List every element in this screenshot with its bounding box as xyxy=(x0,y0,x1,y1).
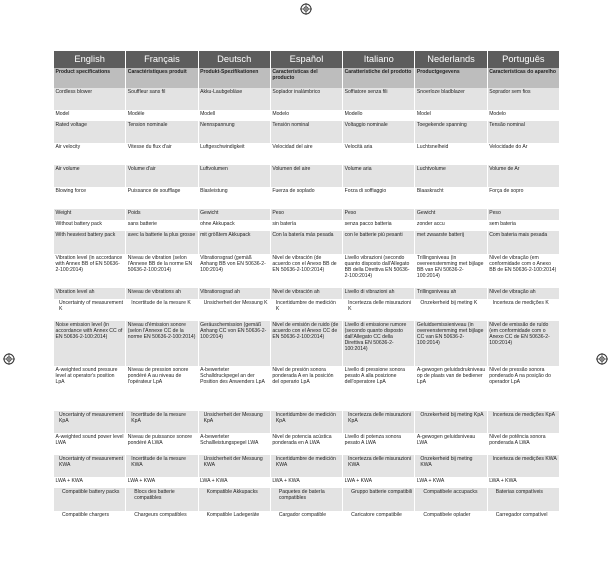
spec-cell: A-weighted sound pressure level at operator's position LpA xyxy=(54,366,125,411)
spec-cell: Weight xyxy=(54,209,125,220)
spec-cell: Volume d'air xyxy=(126,165,197,187)
spec-cell: LWA + KWA xyxy=(199,477,270,488)
spec-cell: A-bewerteter Schalldruckpegel an der Position des Anwenders LpA xyxy=(199,366,270,411)
spec-cell: Trillingsniveau ah xyxy=(415,288,486,299)
spec-cell: A-gewogen geluidsniveau LWA xyxy=(415,433,486,455)
spec-cell: Air velocity xyxy=(54,143,125,165)
spec-cell: Geräuschemission (gemäß Anhang CC von EN 50636-2-100:2014) xyxy=(199,321,270,366)
spec-cell: Toegekende spanning xyxy=(415,121,486,143)
spec-cell: Volume aria xyxy=(343,165,414,187)
spec-table-body xyxy=(54,68,559,533)
spec-cell: Chargeurs compatibles xyxy=(126,511,197,533)
spec-row xyxy=(54,187,559,209)
spec-cell: Com bateria mais pesada xyxy=(488,231,559,254)
spec-cell: Blocs des batterie compatibles xyxy=(126,488,197,511)
spec-cell: Poids xyxy=(126,209,197,220)
language-header-italiano: Italiano xyxy=(343,51,414,68)
spec-cell: Unsicherheit der Messung K xyxy=(199,299,270,321)
spec-cell: A-bewerteter Schallleistungspegel LWA xyxy=(199,433,270,455)
spec-cell: Carregador compatível xyxy=(488,511,559,533)
spec-row xyxy=(54,231,559,254)
spec-cell: Nível de emissão de ruído (em conformidade com o Anexo CC de EN 50636-2-100:2014) xyxy=(488,321,559,366)
spec-cell: LWA + KWA xyxy=(343,477,414,488)
spec-cell: Modello xyxy=(343,110,414,121)
spec-cell: Velocidade do Ar xyxy=(488,143,559,165)
spec-cell: Livello di vibrazioni ah xyxy=(343,288,414,299)
spec-cell: con le batterie più pesanti xyxy=(343,231,414,254)
spec-row xyxy=(54,488,559,511)
spec-row xyxy=(54,366,559,411)
spec-cell: Gewicht xyxy=(199,209,270,220)
spec-cell: Puissance de soufflage xyxy=(126,187,197,209)
spec-cell: Modèle xyxy=(126,110,197,121)
spec-row xyxy=(54,511,559,533)
spec-cell: Incertitude de la mesure KWA xyxy=(126,455,197,477)
spec-cell: LWA + KWA xyxy=(488,477,559,488)
spec-row xyxy=(54,455,559,477)
spec-row xyxy=(54,165,559,187)
spec-cell: Tensión nominal xyxy=(271,121,342,143)
spec-cell: Nivel de vibración (de acuerdo con el Anexo BB de EN 50636-2-100:2014) xyxy=(271,254,342,288)
spec-cell: Vitesse du flux d'air xyxy=(126,143,197,165)
spec-cell: sin batería xyxy=(271,220,342,231)
spec-cell: Peso xyxy=(488,209,559,220)
spec-cell: Velocità aria xyxy=(343,143,414,165)
spec-cell: Força de sopro xyxy=(488,187,559,209)
spec-cell: Luftgeschwindigkeit xyxy=(199,143,270,165)
spec-cell: A-gewogen geluidsdrukniveau op de plaats van de bediener LpA xyxy=(415,366,486,411)
spec-cell: Unsicherheit der Messung KpA xyxy=(199,411,270,433)
registration-mark-icon xyxy=(3,353,15,365)
spec-cell: Baterias compatíveis xyxy=(488,488,559,511)
registration-mark-icon xyxy=(596,353,608,365)
spec-cell: Livello di pressione sonora pesato A alla posizione dell'operatore LpA xyxy=(343,366,414,411)
spec-cell: Livello di emissione rumore (secondo quanto disposto dall'Allegato CC della Direttiva EN 50636-2-100:2014) xyxy=(343,321,414,366)
spec-cell: Product specifications xyxy=(54,68,125,88)
spec-cell: zonder accu xyxy=(415,220,486,231)
spec-cell: Nível de vibração ah xyxy=(488,288,559,299)
spec-cell: Tension nominale xyxy=(126,121,197,143)
language-header-nederlands: Nederlands xyxy=(415,51,486,68)
spec-cell: Incertezza delle misurazioni K xyxy=(343,299,414,321)
spec-cell: LWA + KWA xyxy=(54,477,125,488)
spec-table-container xyxy=(53,51,560,533)
spec-cell: Peso xyxy=(271,209,342,220)
spec-cell: Uncertainty of measurement K xyxy=(54,299,125,321)
spec-cell: Voltaggio nominale xyxy=(343,121,414,143)
spec-cell: Gewicht xyxy=(415,209,486,220)
spec-cell: Onzekerheid bij meting KpA xyxy=(415,411,486,433)
spec-row xyxy=(54,88,559,110)
spec-cell: Peso xyxy=(343,209,414,220)
spec-cell: A-weighted sound power level LWA xyxy=(54,433,125,455)
language-header-portugues: Português xyxy=(488,51,559,68)
spec-cell: Nível de potência sonora ponderada A LWA xyxy=(488,433,559,455)
spec-cell: Caricatore compatibile xyxy=(343,511,414,533)
spec-cell: Kompatible Akkupacks xyxy=(199,488,270,511)
spec-cell: Uncertainty of measurement KpA xyxy=(54,411,125,433)
spec-cell: Incertidumbre de medición KWA xyxy=(271,455,342,477)
spec-cell: Vibration level (in accordance with Annex BB of EN 50636-2-100:2014) xyxy=(54,254,125,288)
spec-cell: Nivel de emisión de ruido (de acuerdo con el Anexo CC de EN 50636-2-100:2014) xyxy=(271,321,342,366)
spec-cell: ohne Akkupack xyxy=(199,220,270,231)
spec-cell: sans batterie xyxy=(126,220,197,231)
spec-row xyxy=(54,288,559,299)
spec-cell: Nível de pressão sonora ponderado A na posição do operador LpA xyxy=(488,366,559,411)
spec-cell: Cordless blower xyxy=(54,88,125,110)
spec-cell: Soprador sem fios xyxy=(488,88,559,110)
spec-cell: Compatible battery packs xyxy=(54,488,125,511)
spec-row xyxy=(54,433,559,455)
spec-cell: Niveau d'émission sonore (selon l'Annexe CC de la norme EN 50636-2-100:2014) xyxy=(126,321,197,366)
spec-cell: Modelo xyxy=(271,110,342,121)
spec-cell: Vibration level ah xyxy=(54,288,125,299)
spec-cell: Fuerza de soplado xyxy=(271,187,342,209)
spec-cell: Geluidsemissieniveau (in overeenstemming met bijlage CC van EN 50636-2-100:2014) xyxy=(415,321,486,366)
spec-cell: Cargador compatible xyxy=(271,511,342,533)
spec-cell: Luftvolumen xyxy=(199,165,270,187)
spec-cell: Incerteza de medições KWA xyxy=(488,455,559,477)
spec-cell: Velocidad del aire xyxy=(271,143,342,165)
spec-cell: Incerteza de medições KpA xyxy=(488,411,559,433)
spec-row xyxy=(54,209,559,220)
spec-cell: Onzekerheid bij meting KWA xyxy=(415,455,486,477)
registration-mark-icon xyxy=(300,3,312,15)
spec-cell: Forza di soffiaggio xyxy=(343,187,414,209)
spec-cell: Paquetes de batería compatibles xyxy=(271,488,342,511)
spec-cell: Nivel de presión sonora ponderada A en la posición del operario LpA xyxy=(271,366,342,411)
spec-cell: Unsicherheit der Messung KWA xyxy=(199,455,270,477)
spec-cell: Noise emission level (in accordance with Annex CC of EN 50636-2-100:2014) xyxy=(54,321,125,366)
spec-cell: avec la batterie la plus grosse xyxy=(126,231,197,254)
spec-cell: Soffiatore senza fili xyxy=(343,88,414,110)
spec-cell: Características del producto xyxy=(271,68,342,88)
spec-cell: Niveau de vibrations ah xyxy=(126,288,197,299)
spec-cell: Blaaskracht xyxy=(415,187,486,209)
spec-cell: Rated voltage xyxy=(54,121,125,143)
spec-cell: Model xyxy=(415,110,486,121)
spec-cell: Volume de Ar xyxy=(488,165,559,187)
spec-row xyxy=(54,477,559,488)
spec-cell: Trillingsniveau (in overeenstemming met bijlage BB van EN 50636-2-100:2014) xyxy=(415,254,486,288)
spec-cell: Livello vibrazioni (secondo quanto disposto dall'Allegato BB della Direttiva EN 50636-2-100:2014) xyxy=(343,254,414,288)
spec-row xyxy=(54,110,559,121)
spec-cell: sem bateria xyxy=(488,220,559,231)
language-header-deutsch: Deutsch xyxy=(199,51,270,68)
spec-cell: Incertezza delle misurazioni KWA xyxy=(343,455,414,477)
spec-cell: Snoerloze bladblazer xyxy=(415,88,486,110)
spec-cell: Compatibele accupacks xyxy=(415,488,486,511)
spec-cell: Niveau de vibration (selon l'Annexe BB de la norme EN 50636-2-100:2014) xyxy=(126,254,197,288)
spec-cell: With heaviest battery pack xyxy=(54,231,125,254)
spec-cell: Incertitude de la mesure K xyxy=(126,299,197,321)
spec-cell: Modelo xyxy=(488,110,559,121)
spec-cell: Nível de vibração (em conformidade com o Anexo BB de EN 50636-2-100:2014) xyxy=(488,254,559,288)
spec-row xyxy=(54,68,559,88)
product-specifications-table xyxy=(53,51,560,533)
spec-cell: Compatibele oplader xyxy=(415,511,486,533)
spec-row xyxy=(54,220,559,231)
spec-row xyxy=(54,299,559,321)
spec-cell: met zwaarste batterij xyxy=(415,231,486,254)
language-header-english: English xyxy=(54,51,125,68)
spec-cell: Air volume xyxy=(54,165,125,187)
spec-cell: Onzekerheid bij meting K xyxy=(415,299,486,321)
spec-cell: Livello di potenza sonora pesato A LWA xyxy=(343,433,414,455)
spec-row xyxy=(54,121,559,143)
spec-cell: Uncertainty of measurement KWA xyxy=(54,455,125,477)
spec-cell: LWA + KWA xyxy=(271,477,342,488)
spec-cell: Incerteza de medições K xyxy=(488,299,559,321)
spec-cell: Caratteristiche del prodotto xyxy=(343,68,414,88)
spec-cell: Incertidumbre de medición K xyxy=(271,299,342,321)
spec-cell: Modell xyxy=(199,110,270,121)
spec-cell: Tensão nominal xyxy=(488,121,559,143)
spec-cell: Blasleistung xyxy=(199,187,270,209)
spec-cell: Productgegevens xyxy=(415,68,486,88)
language-header-espanol: Español xyxy=(271,51,342,68)
spec-cell: Without battery pack xyxy=(54,220,125,231)
spec-cell: Caractéristiques produit xyxy=(126,68,197,88)
spec-cell: Vibrationsgrad ah xyxy=(199,288,270,299)
spec-cell: Con la batería más pesada xyxy=(271,231,342,254)
spec-cell: Kompatible Ladegeräte xyxy=(199,511,270,533)
language-header-francais: Français xyxy=(126,51,197,68)
spec-cell: Akku-Laubgebläse xyxy=(199,88,270,110)
spec-row xyxy=(54,254,559,288)
spec-cell: Model xyxy=(54,110,125,121)
spec-cell: Compatible chargers xyxy=(54,511,125,533)
spec-cell: Produkt-Spezifikationen xyxy=(199,68,270,88)
spec-cell: Nennspannung xyxy=(199,121,270,143)
spec-cell: Volumen del aire xyxy=(271,165,342,187)
spec-cell: LWA + KWA xyxy=(126,477,197,488)
spec-cell: Niveau de pression sonore pondéré A au niveau de l'opérateur LpA xyxy=(126,366,197,411)
spec-cell: mit größtem Akkupack xyxy=(199,231,270,254)
spec-cell: Souffleur sans fil xyxy=(126,88,197,110)
spec-cell: Luchtvolume xyxy=(415,165,486,187)
spec-cell: Incertitude de la mesure KpA xyxy=(126,411,197,433)
spec-cell: Incertidumbre de medición KpA xyxy=(271,411,342,433)
spec-cell: Niveau de puissance sonore pondéré A LWA xyxy=(126,433,197,455)
spec-cell: Características do aparelho xyxy=(488,68,559,88)
spec-cell: Nivel de vibración ah xyxy=(271,288,342,299)
spec-cell: Gruppo batterie compatibili xyxy=(343,488,414,511)
spec-row xyxy=(54,321,559,366)
spec-cell: LWA + KWA xyxy=(415,477,486,488)
spec-row xyxy=(54,143,559,165)
spec-cell: Incertezza delle misurazioni KpA xyxy=(343,411,414,433)
spec-cell: Nivel de potencia acústica ponderada en A LWA xyxy=(271,433,342,455)
spec-cell: senza pacco batteria xyxy=(343,220,414,231)
spec-row xyxy=(54,411,559,433)
language-header-row xyxy=(54,51,559,68)
spec-cell: Luchtsnelheid xyxy=(415,143,486,165)
spec-cell: Vibrationsgrad (gemäß Anhang BB von EN 50636-2-100:2014) xyxy=(199,254,270,288)
spec-cell: Blowing force xyxy=(54,187,125,209)
spec-cell: Soplador inalámbrico xyxy=(271,88,342,110)
